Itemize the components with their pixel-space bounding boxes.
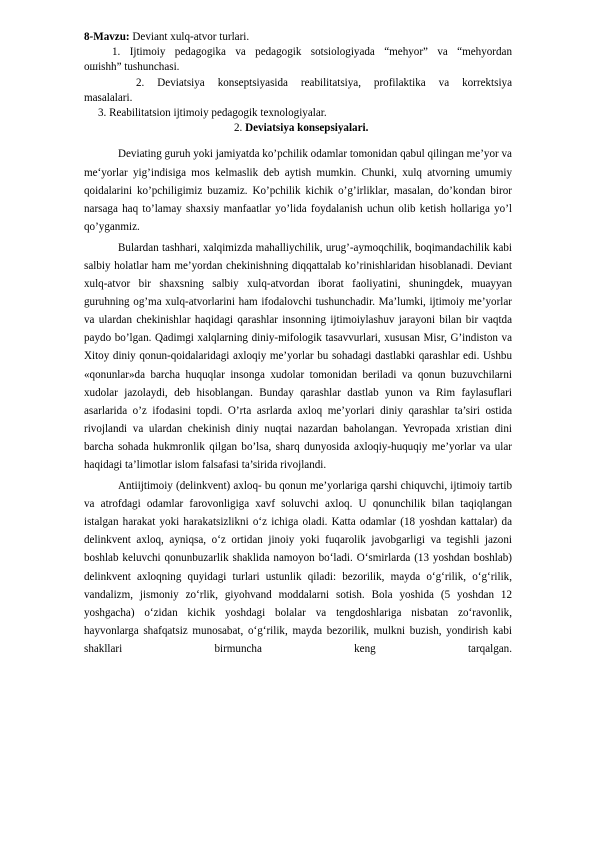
paragraph-2: Bulardan tashhari, xalqimizda mahalliychilik, urug’-aymoqchilik, boqimandachilik kabi salbiy holatlar ham me’yordan chekinishning diqqattalab ko’rinishlaridan hisoblanadi. Deviant xulq-atvor bir shaxsning salbiy xulq-atvordan iborat faoliyatini, shuningdek, muayyan guruhning og’ma xulq-atvorlarini ham ifodalovchi tushunchadir. Ma’lumki, ijtimoiy me’yorlar va ulardan chekinishlar haqidagi qarashlar insonning ijtimoiylashuv jarayoni bilan bir vaqtda paydo bo’lgan. Qadimgi xalqlarning diniy-mifologik tasavvurlari, xususan Misr, G’indiston va Xitoy diniy qonun-qoidalaridagi axloqiy me’yorlar bu sohadagi dastlabki qarashlar edi. Ushbu «qonunlar»da barcha huquqlar insonga xudolar tomonidan beriladi va qonun buzuvchilarni xudolar jazolaydi, deb hisoblangan. Bunday qarashlar dastlab yunon va Rim faylasuflari asarlarida o’z ifodasini topdi. O’rta asrlarda axloq me’yorlari diniy qarashlar ta’siri ostida rivojlandi va ulardan chekinish diniy nuqtai nazardan baholangan. Yevropada xristian dini barcha sohada hukmronlik qilgan bo’lsa, sharq dunyosida axloqiy-huquqiy me’yorlar va ular haqidagi ta’limotlar islom falsafasi ta’sirida rivojlandi. [84,241,512,472]
lesson-header [84,30,512,136]
plan-item-2-line-2: masalalari. [84,91,133,104]
plan-item-1-line-1: 1. Ijtimoiy pedagogika va pedagogik sotsiologiyada “mehyor” va “mehyordan [112,46,512,59]
paragraph-3: Antiijtimoiy (delinkvent) axloq- bu qonun me’yorlariga qarshi chiquvchi, ijtimoiy tartib va atrofdagi odamlar farovonligiga xavf soluvchi axloq. U qonunchilik bilan taqiqlangan istalgan harakat yoki harakatsizlikni o‘z ichiga oladi. Katta odamlar (18 yoshdan kattalar) da delinkvent axloq, ayniqsa, o‘z ortidan jinoiy yoki fuqarolik javobgarligi va tegishli jazoni boshlab keluvchi qonunbuzarlik shaklida namoyon bo‘ladi. O‘smirlarda (13 yoshdan boshlab) delinkvent axloqning quyidagi turlari ustunlik qiladi: bezorilik, mayda o‘g‘rilik, o‘g‘rilik, vandalizm, jismoniy zo‘rlik, giyohvand moddalarni sotish. Bola yoshida (5 yoshdan 12 yoshgacha) o‘zidan kichik yoshdagi bolalar va tengdoshlariga nisbatan zo‘ravonlik, hayvonlarga shafqatsiz munosabat, o‘g‘rilik, mayda bezorilik, mulkni buzish, yondirish kabi shakllari birmuncha keng tarqalgan. [84,480,512,655]
topic-label: 8-Mavzu: [84,31,130,43]
plan-item-1-line-2: ошishh” tushunchasi. [84,61,180,74]
section-heading [84,121,512,136]
section-number: 2. [234,122,243,135]
topic-line [84,30,512,45]
plan-item-3: 3. Reabilitatsion ijtimoiy pedagogik texnologiyalar. [98,107,327,120]
document-body [84,145,512,658]
paragraph-1: Deviating guruh yoki jamiyatda ko’pchilik odamlar tomonidan qabul qilingan me’yor va me‘yorlar yig’indisiga mos kelmaslik deb aytish mumkin. Chunki, xulq atvorning umumiy qoidalarini ko’pchiligimiz buzamiz. Ko’pchilik kichik o’g’irliklar, masalan, do’kondan biror narsaga haq to’lamay shaxsiy manfaatlar yo’lida foydalanish uchun olib ketish hollariga yo’l qo’yganmiz. [84,148,512,233]
topic-title: Deviant xulq-atvor turlari. [132,31,250,43]
section-title: Deviatsiya konsepsiyalari. [245,122,369,135]
plan-item-2-line-1: 2. Deviatsiya konseptsiyasida reabilitatsiya, profilaktika va korrektsiya [136,76,512,89]
